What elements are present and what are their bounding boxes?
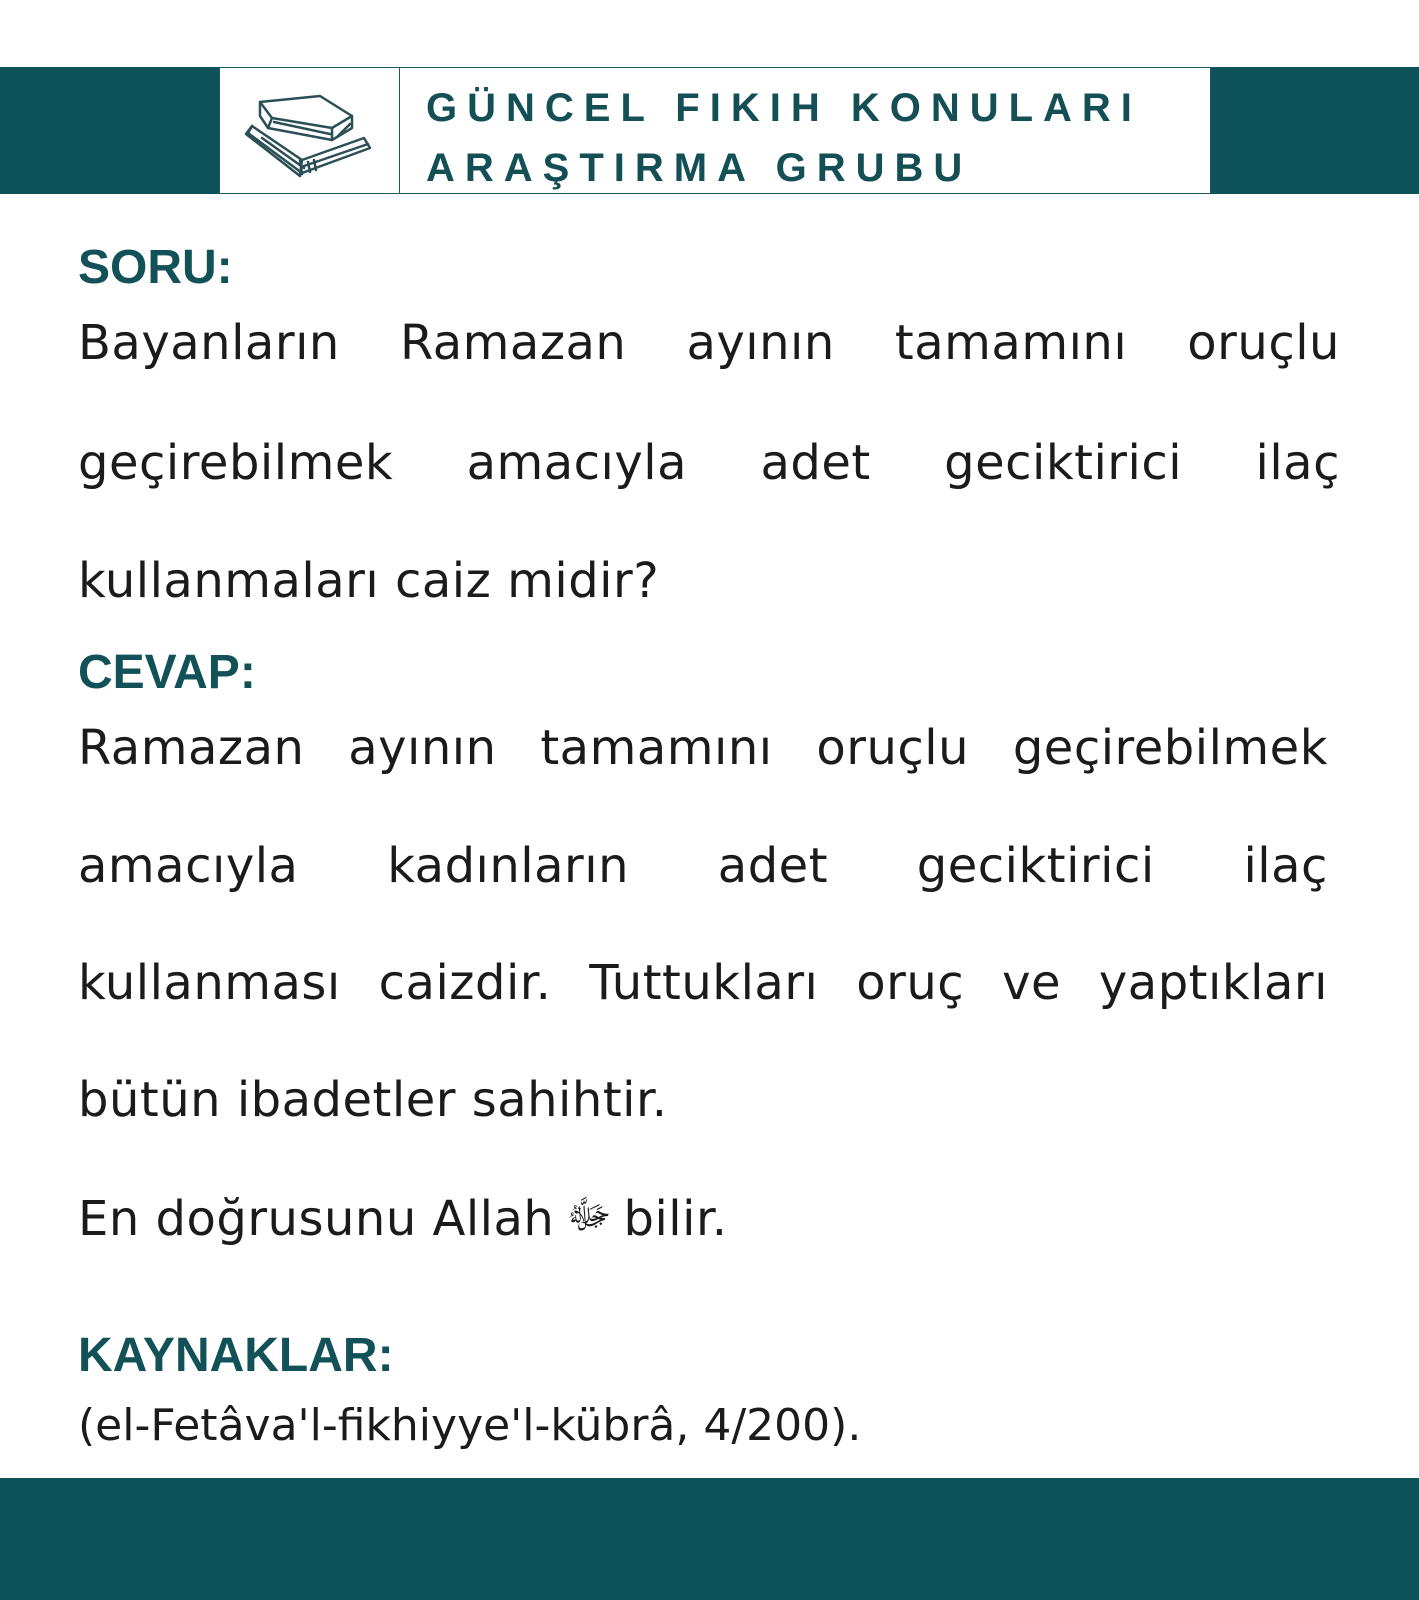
word: Ramazan bbox=[78, 720, 305, 776]
word: bütün ibadetler sahihtir. bbox=[78, 1072, 668, 1128]
answer-line-2 bbox=[78, 838, 1328, 894]
closing-before: En doğrusunu Allah bbox=[78, 1191, 555, 1247]
word: geçirebilmek bbox=[1012, 720, 1328, 776]
word: caizdir. bbox=[378, 955, 552, 1011]
closing-after: bilir. bbox=[623, 1191, 728, 1247]
answer-line-4 bbox=[78, 1072, 668, 1128]
question-line-3 bbox=[78, 553, 659, 609]
source-citation: (el-Fetâva'l-fikhiyye'l-kübrâ, 4/200). bbox=[78, 1400, 862, 1451]
word: amacıyla bbox=[78, 838, 299, 894]
word: geciktirici bbox=[944, 435, 1183, 491]
word: ilaç bbox=[1243, 838, 1328, 894]
question-label: SORU: bbox=[78, 241, 233, 294]
word: tamamını bbox=[540, 720, 773, 776]
jalla-jalaluhu-glyph: ﷻ bbox=[566, 1192, 612, 1238]
word: kadınların bbox=[387, 838, 630, 894]
header-title-line1: GÜNCEL FIKIH KONULARI bbox=[426, 86, 1142, 130]
word: oruçlu bbox=[816, 720, 970, 776]
word: tamamını bbox=[894, 315, 1128, 371]
question-line-1 bbox=[78, 315, 1340, 371]
word: Bayanların bbox=[78, 315, 340, 371]
word: ilaç bbox=[1255, 435, 1340, 491]
word: kullanması bbox=[78, 955, 341, 1011]
word: amacıyla bbox=[466, 435, 688, 491]
word: oruç bbox=[856, 955, 965, 1011]
footer-band bbox=[0, 1478, 1419, 1600]
closing-line bbox=[78, 1190, 728, 1248]
word: yaptıkları bbox=[1098, 955, 1328, 1011]
word: geciktirici bbox=[916, 838, 1155, 894]
question-line-2 bbox=[78, 435, 1340, 491]
word: Ramazan bbox=[399, 315, 627, 371]
word: Tuttukları bbox=[589, 955, 819, 1011]
word: adet bbox=[717, 838, 829, 894]
books-icon bbox=[242, 88, 377, 178]
header-title bbox=[426, 78, 1142, 198]
word: ayının bbox=[348, 720, 497, 776]
word: kullanmaları caiz midir? bbox=[78, 553, 660, 609]
word: oruçlu bbox=[1187, 315, 1340, 371]
word: ayının bbox=[686, 315, 835, 371]
logo-cell bbox=[220, 68, 400, 193]
sources-label: KAYNAKLAR: bbox=[78, 1329, 394, 1382]
header-title-line2: ARAŞTIRMA GRUBU bbox=[426, 146, 973, 190]
header-box bbox=[219, 67, 1211, 194]
answer-line-3 bbox=[78, 955, 1328, 1011]
answer-label: CEVAP: bbox=[78, 646, 256, 699]
answer-line-1 bbox=[78, 720, 1328, 776]
word: ve bbox=[1002, 955, 1061, 1011]
word: adet bbox=[760, 435, 871, 491]
word: geçirebilmek bbox=[78, 435, 394, 491]
